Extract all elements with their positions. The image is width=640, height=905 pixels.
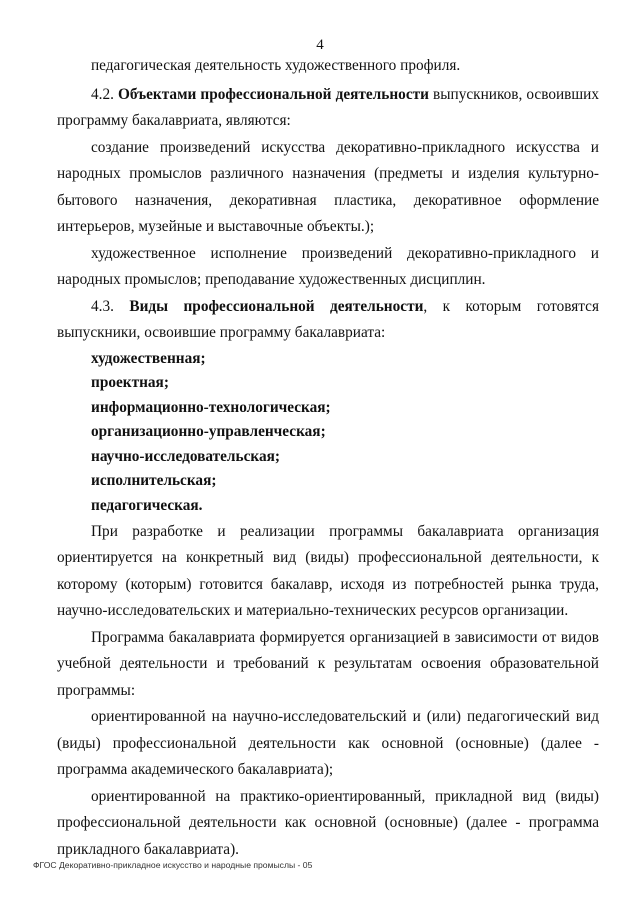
section-4-2-text: выпускников, освоивших программу бакалавриата, являются:	[57, 85, 599, 129]
objects-paragraph-1: создание произведений искусства декоративно-прикладного искусства и народных промыслов различного назначения (предметы и изделия культурно-бытового назначения, декоративная пластика, декоративное оформление интерьеров, музейные и выставочные объекты.);	[57, 138, 599, 235]
section-4-3-number: 4.3.	[91, 297, 130, 315]
activity-kind-design: проектная;	[91, 374, 169, 392]
document-body	[57, 53, 599, 863]
formation-paragraph: Программа бакалавриата формируется организацией в зависимости от видов учебной деятельности и требований к результатам освоения образовательной программы:	[57, 628, 599, 699]
section-4-2-number: 4.2.	[91, 85, 119, 103]
activity-kind-it: информационно-технологическая;	[91, 398, 331, 416]
page-number: 4	[316, 37, 324, 53]
activity-kind-artistic: художественная;	[91, 349, 206, 367]
section-4-2-heading: Объектами профессиональной деятельности	[118, 85, 429, 103]
page-footer: ФГОС Декоративно-прикладное искусство и народные промыслы - 05	[33, 860, 313, 870]
orientation-paragraph: При разработке и реализации программы бакалавриата организация ориентируется на конкретный вид (виды) профессиональной деятельности, к которому (которым) готовится бакалавр, исходя из потребностей рынка труда, научно-исследовательских и материально-технических ресурсов организации.	[57, 522, 599, 620]
intro-line: педагогическая деятельность художественного профиля.	[91, 57, 461, 74]
objects-paragraph-2: художественное исполнение произведений декоративно-прикладного и народных промыслов; преподавание художественных дисциплин.	[57, 244, 599, 288]
activity-kind-research: научно-исследовательская;	[91, 447, 280, 465]
activity-kind-pedagogical: педагогическая.	[91, 497, 203, 515]
activity-kind-performing: исполнительская;	[91, 472, 217, 490]
section-4-3-heading: Виды профессиональной деятельности	[129, 297, 424, 315]
applied-bachelor-paragraph: ориентированной на практико-ориентированный, прикладной вид (виды) профессиональной деятельности как основной (основные) (далее - программа прикладного бакалавриата).	[57, 787, 599, 858]
academic-bachelor-paragraph: ориентированной на научно-исследовательский и (или) педагогический вид (виды) профессиональной деятельности как основной (основные) (далее - программа академического бакалавриата);	[57, 708, 599, 779]
activity-kind-management: организационно-управленческая;	[91, 423, 326, 441]
section-4-3	[57, 294, 599, 347]
section-4-3-text: , к которым готовятся выпускники, освоившие программу бакалавриата:	[57, 297, 599, 341]
section-4-2	[57, 82, 599, 135]
